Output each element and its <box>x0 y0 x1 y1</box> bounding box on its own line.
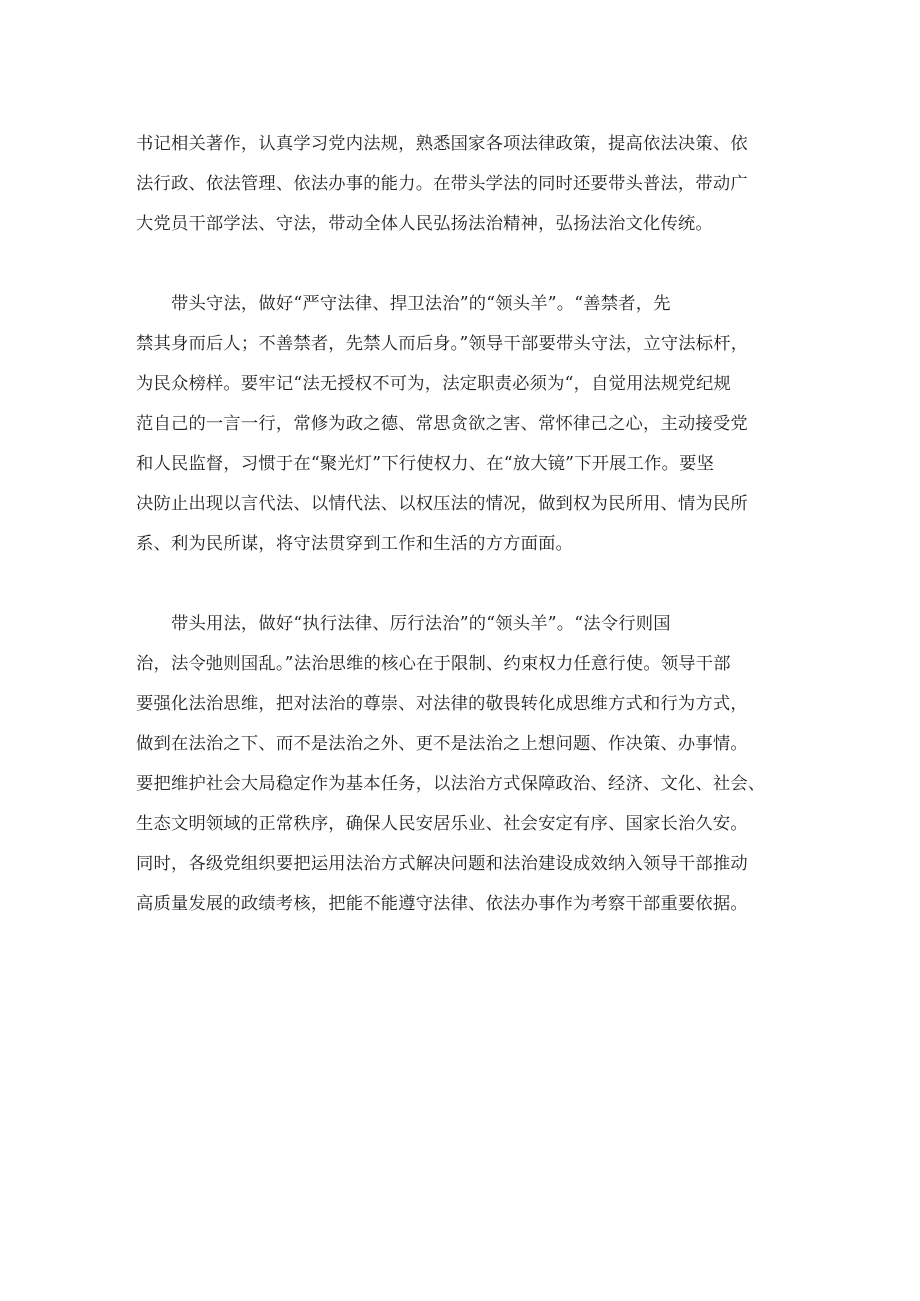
text-line: 大党员干部学法、守法，带动全体人民弘扬法治精神，弘扬法治文化传统。 <box>136 214 713 234</box>
text-line: 决防止出现以言代法、以情代法、以权压法的情况，做到权为民所用、情为民所 <box>136 494 748 514</box>
paragraph-3 <box>136 604 796 924</box>
text-line: 要把维护社会大局稳定作为基本任务，以法治方式保障政治、经济、文化、社会、 <box>136 774 766 794</box>
text-line: 范自己的一言一行，常修为政之德、常思贪欲之害、常怀律己之心，主动接受党 <box>136 414 748 434</box>
paragraph-1 <box>136 124 796 244</box>
text-line: 治，法令弛则国乱。”法治思维的核心在于限制、约束权力任意行使。领导干部 <box>136 654 731 674</box>
text-line: 带头守法，做好“严守法律、捍卫法治”的“领头羊”。“善禁者，先 <box>171 294 671 314</box>
text-line: 系、利为民所谋，将守法贯穿到工作和生活的方方面面。 <box>136 534 574 554</box>
text-line: 同时，各级党组织要把运用法治方式解决问题和法治建设成效纳入领导干部推动 <box>136 854 748 874</box>
document-body <box>136 124 796 924</box>
text-line: 生态文明领域的正常秩序，确保人民安居乐业、社会安定有序、国家长治久安。 <box>136 814 748 834</box>
text-line: 法行政、依法管理、依法办事的能力。在带头学法的同时还要带头普法，带动广 <box>136 174 748 194</box>
text-line: 带头用法，做好“执行法律、厉行法治”的“领头羊”。“法令行则国 <box>171 614 671 634</box>
text-line: 做到在法治之下、而不是法治之外、更不是法治之上想问题、作决策、办事情。 <box>136 734 748 754</box>
text-line: 高质量发展的政绩考核，把能不能遵守法律、依法办事作为考察干部重要依据。 <box>136 894 748 914</box>
text-line: 书记相关著作，认真学习党内法规，熟悉国家各项法律政策，提高依法决策、依 <box>136 134 748 154</box>
text-line: 为民众榜样。要牢记“法无授权不可为，法定职责必须为“，自觉用法规党纪规 <box>136 374 731 394</box>
paragraph-2 <box>136 284 796 564</box>
text-line: 禁其身而后人；不善禁者，先禁人而后身。”领导干部要带头守法，立守法标杆， <box>136 334 749 354</box>
text-line: 和人民监督，习惯于在“聚光灯”下行使权力、在“放大镜”下开展工作。要坚 <box>136 454 715 474</box>
text-line: 要强化法治思维，把对法治的尊崇、对法律的敬畏转化成思维方式和行为方式， <box>136 694 748 714</box>
